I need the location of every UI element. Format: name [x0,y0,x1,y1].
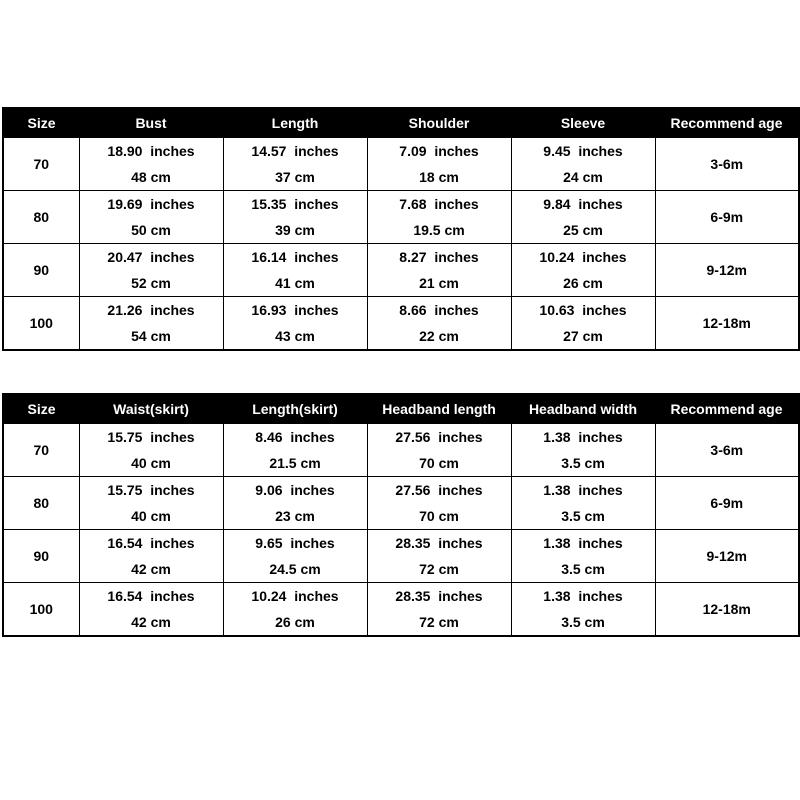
cm-value: 19.5 cm [413,222,465,238]
header-length-skirt: Length(skirt) [223,394,367,424]
headband-width-cell [511,424,655,477]
bust-cell [79,244,223,297]
cm-value: 21.5 cm [269,455,321,471]
inches-value: 9.84 inches [543,196,623,212]
headband-width-cell [511,530,655,583]
inches-value: 8.46 inches [255,429,335,445]
shoulder-cell [367,297,511,351]
table-row [3,583,799,637]
cm-value: 26 cm [275,614,315,630]
cm-value: 72 cm [419,614,459,630]
cm-value: 21 cm [419,275,459,291]
inches-value: 16.54 inches [107,588,195,604]
length-cell [223,244,367,297]
table-row [3,424,799,477]
inches-value: 21.26 inches [107,302,195,318]
skirt-length-cell [223,477,367,530]
cm-value: 3.5 cm [561,614,605,630]
age-cell: 12-18m [655,297,799,351]
inches-value: 8.27 inches [399,249,479,265]
cm-value: 70 cm [419,455,459,471]
cm-value: 52 cm [131,275,171,291]
cm-value: 70 cm [419,508,459,524]
cm-value: 42 cm [131,614,171,630]
headband-width-cell [511,583,655,637]
size-cell: 100 [3,583,79,637]
cm-value: 48 cm [131,169,171,185]
skirt-length-cell [223,424,367,477]
inches-value: 28.35 inches [395,535,483,551]
header-bust: Bust [79,108,223,138]
inches-value: 28.35 inches [395,588,483,604]
sleeve-cell [511,191,655,244]
size-cell: 100 [3,297,79,351]
age-cell: 12-18m [655,583,799,637]
header-length: Length [223,108,367,138]
inches-value: 9.06 inches [255,482,335,498]
table-row [3,244,799,297]
inches-value: 8.66 inches [399,302,479,318]
cm-value: 3.5 cm [561,455,605,471]
waist-cell [79,477,223,530]
size-cell: 80 [3,477,79,530]
inches-value: 27.56 inches [395,429,483,445]
inches-value: 15.75 inches [107,482,195,498]
headband-length-cell [367,477,511,530]
inches-value: 15.75 inches [107,429,195,445]
age-cell: 6-9m [655,191,799,244]
header-waist-skirt: Waist(skirt) [79,394,223,424]
age-cell: 3-6m [655,138,799,191]
bust-cell [79,297,223,351]
inches-value: 27.56 inches [395,482,483,498]
inches-value: 16.14 inches [251,249,339,265]
size-chart-bottom [2,393,800,637]
inches-value: 18.90 inches [107,143,195,159]
waist-cell [79,424,223,477]
cm-value: 41 cm [275,275,315,291]
inches-value: 16.54 inches [107,535,195,551]
inches-value: 9.65 inches [255,535,335,551]
inches-value: 19.69 inches [107,196,195,212]
cm-value: 50 cm [131,222,171,238]
header-size: Size [3,394,79,424]
table-row [3,297,799,351]
cm-value: 39 cm [275,222,315,238]
size-cell: 90 [3,530,79,583]
size-cell: 80 [3,191,79,244]
shoulder-cell [367,244,511,297]
cm-value: 3.5 cm [561,508,605,524]
size-cell: 70 [3,138,79,191]
length-cell [223,138,367,191]
cm-value: 37 cm [275,169,315,185]
skirt-length-cell [223,530,367,583]
length-cell [223,191,367,244]
inches-value: 14.57 inches [251,143,339,159]
inches-value: 7.09 inches [399,143,479,159]
table-row [3,191,799,244]
inches-value: 9.45 inches [543,143,623,159]
waist-cell [79,583,223,637]
cm-value: 22 cm [419,328,459,344]
headband-length-cell [367,530,511,583]
age-cell: 3-6m [655,424,799,477]
size-cell: 70 [3,424,79,477]
header-sleeve: Sleeve [511,108,655,138]
cm-value: 43 cm [275,328,315,344]
cm-value: 27 cm [563,328,603,344]
header-row [3,108,799,138]
skirt-length-cell [223,583,367,637]
shoulder-cell [367,138,511,191]
age-cell: 9-12m [655,530,799,583]
header-size: Size [3,108,79,138]
inches-value: 10.24 inches [251,588,339,604]
waist-cell [79,530,223,583]
header-recommend-age: Recommend age [655,108,799,138]
cm-value: 24.5 cm [269,561,321,577]
size-chart-top [2,107,800,351]
cm-value: 3.5 cm [561,561,605,577]
cm-value: 54 cm [131,328,171,344]
inches-value: 1.38 inches [543,482,623,498]
header-shoulder: Shoulder [367,108,511,138]
cm-value: 40 cm [131,455,171,471]
bust-cell [79,138,223,191]
table-row [3,530,799,583]
header-recommend-age: Recommend age [655,394,799,424]
inches-value: 10.24 inches [539,249,627,265]
cm-value: 18 cm [419,169,459,185]
inches-value: 1.38 inches [543,588,623,604]
header-headband-length: Headband length [367,394,511,424]
cm-value: 40 cm [131,508,171,524]
cm-value: 26 cm [563,275,603,291]
sleeve-cell [511,244,655,297]
inches-value: 10.63 inches [539,302,627,318]
inches-value: 15.35 inches [251,196,339,212]
sleeve-cell [511,138,655,191]
age-cell: 6-9m [655,477,799,530]
table-row [3,138,799,191]
cm-value: 25 cm [563,222,603,238]
headband-width-cell [511,477,655,530]
headband-length-cell [367,424,511,477]
cm-value: 24 cm [563,169,603,185]
header-headband-width: Headband width [511,394,655,424]
length-cell [223,297,367,351]
shoulder-cell [367,191,511,244]
inches-value: 7.68 inches [399,196,479,212]
inches-value: 16.93 inches [251,302,339,318]
inches-value: 1.38 inches [543,429,623,445]
headband-length-cell [367,583,511,637]
inches-value: 20.47 inches [107,249,195,265]
age-cell: 9-12m [655,244,799,297]
size-cell: 90 [3,244,79,297]
table-row [3,477,799,530]
cm-value: 42 cm [131,561,171,577]
header-row [3,394,799,424]
cm-value: 23 cm [275,508,315,524]
inches-value: 1.38 inches [543,535,623,551]
sleeve-cell [511,297,655,351]
bust-cell [79,191,223,244]
cm-value: 72 cm [419,561,459,577]
